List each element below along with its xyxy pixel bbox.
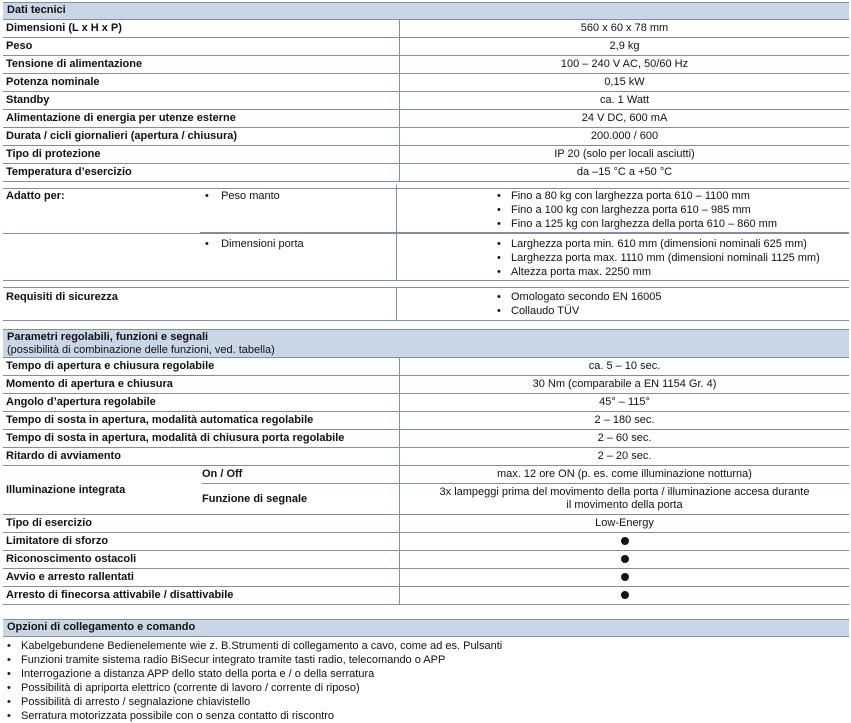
table-row [3,394,849,412]
lighting-row [3,466,849,515]
row-value: 45° – 115° [599,396,650,408]
table-row [3,533,849,551]
table-row [3,412,849,430]
row-value: 2 – 180 sec. [594,414,655,426]
row-value: IP 20 (solo per locali asciutti) [554,148,695,160]
group-name: • Peso manto [205,190,280,202]
row-label: Peso [3,38,400,55]
row-value: 2 – 20 sec. [597,450,652,462]
section-header-tech [3,2,849,20]
row-label: Illuminazione integrata [6,484,126,496]
row-label: Tensione di alimentazione [3,56,400,73]
divider [396,288,397,320]
list-item: • Interrogazione a distanza APP dello stato della porta e / o della serratura [21,667,849,681]
check-dot-icon [621,573,629,581]
spacer [3,182,849,189]
section-title: Parametri regolabili, funzioni e segnali [7,331,209,343]
table-row [3,376,849,394]
params-table [3,358,849,605]
table-row [3,551,849,569]
table-row [3,92,849,110]
list-item: • Funzioni tramite sistema radio BiSecur integrato tramite tasti radio, telecomando o APP [21,653,849,667]
row-label: Arresto di finecorsa attivabile / disattivabile [3,587,400,604]
row-label: Potenza nominale [3,74,400,91]
table-row [3,587,849,605]
list-item: • Fino a 80 kg con larghezza porta 610 – 1100 mm [511,189,777,203]
row-value: 0,15 kW [604,76,645,88]
row-label: Tipo di protezione [3,146,400,163]
row-value: ca. 5 – 10 sec. [588,360,661,372]
list-item: • Possibilità di apriporta elettrico (corrente di lavoro / corrente di riposo) [21,681,849,695]
row-label: Angolo d’apertura regolabile [3,394,400,411]
row-label: Ritardo di avviamento [3,448,400,465]
table-row [3,430,849,448]
table-row [3,56,849,74]
row-label: Tipo di esercizio [3,515,400,532]
row-value: da –15 °C a +50 °C [576,166,673,178]
row-value: 2,9 kg [609,40,640,52]
group-list [511,237,820,279]
table-row [3,20,849,38]
list-item: • Possibilità di arresto / segnalazione chiavistello [21,695,849,709]
check-dot-icon [621,555,629,563]
section-title: Dati tecnici [7,4,66,16]
check-dot-icon [621,537,629,545]
list-item: • Larghezza porta min. 610 mm (dimensioni nominali 625 mm) [511,237,820,251]
list-item: • Fino a 125 kg con larghezza della porta 610 – 860 mm [511,217,777,231]
safety-block [3,288,849,321]
row-value: 100 – 240 V AC, 50/60 Hz [560,58,689,70]
suitable-group [3,233,849,280]
list-item: • Fino a 100 kg con larghezza porta 610 – 985 mm [511,203,777,217]
section-subtitle: (possibilità di combinazione delle funzioni, ved. tabella) [7,344,275,356]
divider [396,185,397,232]
check-dot-icon [621,591,629,599]
row-label: Avvio e arresto rallentati [3,569,400,586]
sub-label-onoff: On / Off [202,466,399,484]
row-label: Momento di apertura e chiusura [3,376,400,393]
spacer [3,605,849,619]
table-row [3,569,849,587]
options-list [3,637,849,723]
row-label: Tempo di sosta in apertura, modalità automatica regolabile [3,412,400,429]
table-row [3,448,849,466]
row-value: ca. 1 Watt [599,94,650,106]
table-row [3,146,849,164]
row-label: Standby [3,92,400,109]
section-header-params [3,329,849,358]
group-name: • Dimensioni porta [205,238,304,250]
row-label: Durata / cicli giornalieri (apertura / chiusura) [3,128,400,145]
spacer [3,321,849,329]
spacer [3,281,849,288]
table-row [3,358,849,376]
section-header-options [3,619,849,637]
row-value: 2 – 60 sec. [597,432,652,444]
list-item: • Altezza porta max. 2250 mm [511,265,820,279]
row-label: Dimensioni (L x H x P) [3,20,400,37]
safety-list [511,290,661,318]
row-value: 24 V DC, 600 mA [581,112,668,124]
list-item: • Collaudo TÜV [511,304,661,318]
list-item: • Larghezza porta max. 1110 mm (dimensioni nominali 1125 mm) [511,251,820,265]
tech-sheet [3,2,849,723]
row-label: Tempo di apertura e chiusura regolabile [3,358,400,375]
section-title: Opzioni di collegamento e comando [7,621,196,633]
group-list [511,189,777,231]
suitable-label: Adatto per: [6,190,65,202]
list-item: • Kabelgebundene Bedienelemente wie z. B.Strumenti di collegamento a cavo, come ad es. Pulsanti [21,639,849,653]
row-value: 30 Nm (comparabile a EN 1154 Gr. 4) [532,378,717,390]
list-item: • Serratura motorizzata possibile con o senza contatto di riscontro [21,709,849,723]
row-value: max. 12 ore ON (p. es. come illuminazione notturna) [400,466,849,484]
tech-table [3,20,849,182]
table-row [3,38,849,56]
table-row [3,110,849,128]
row-value: 200.000 / 600 [590,130,659,142]
row-value: 560 x 60 x 78 mm [580,22,669,34]
row-label: Alimentazione di energia per utenze esterne [3,110,400,127]
safety-label: Requisiti di sicurezza [6,291,118,303]
sub-label-signal: Funzione di segnale [202,493,308,505]
row-label: Riconoscimento ostacoli [3,551,400,568]
table-row [3,515,849,533]
row-label: Limitatore di sforzo [3,533,400,550]
suitable-group [3,189,849,232]
table-row [3,164,849,182]
table-row [3,128,849,146]
table-row [3,74,849,92]
row-value: Low-Energy [595,517,654,529]
row-value: 3x lampeggi prima del movimento della porta / illuminazione accesa durante il movimento della porta [439,486,810,511]
row-label: Tempo di sosta in apertura, modalità di chiusura porta regolabile [3,430,400,447]
suitable-block [3,189,849,281]
divider [396,234,397,280]
list-item: • Omologato secondo EN 16005 [511,290,661,304]
row-label: Temperatura d’esercizio [3,164,400,181]
